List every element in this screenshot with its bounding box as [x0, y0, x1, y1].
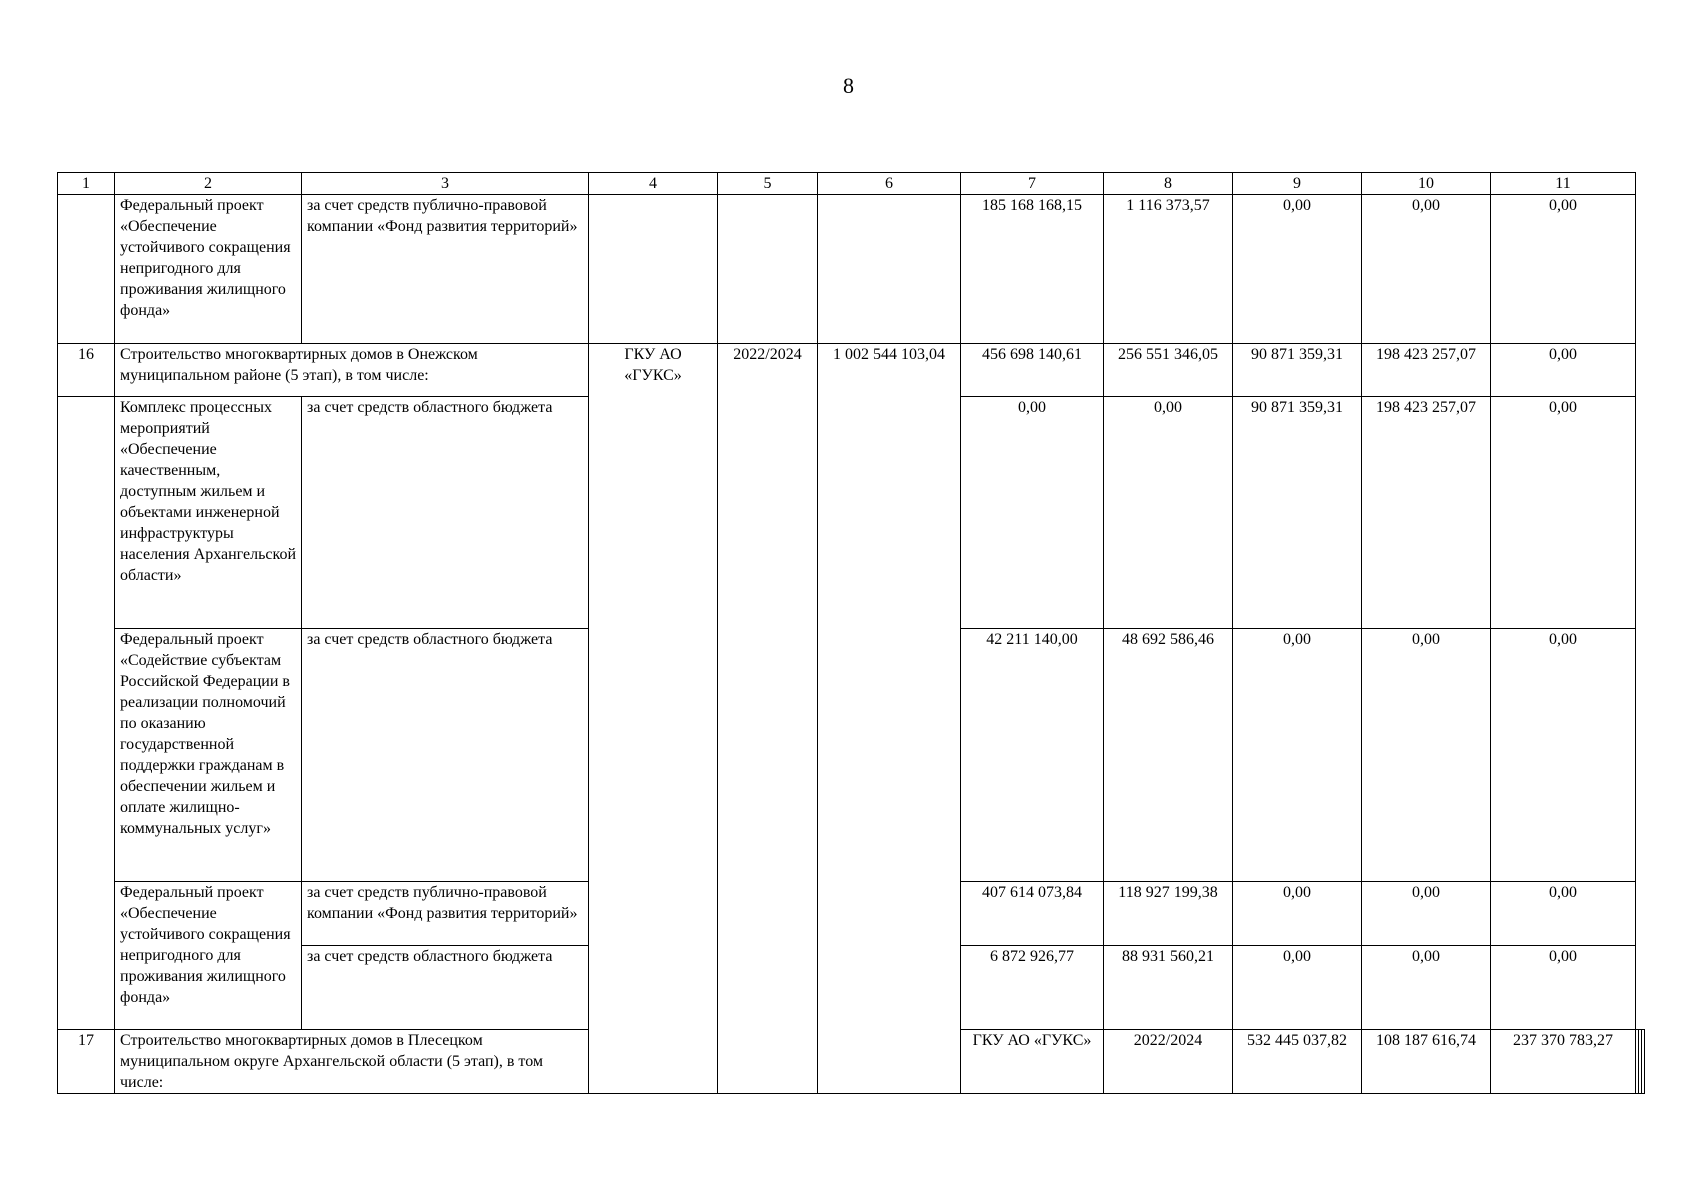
value-col11: 0,00: [1491, 882, 1636, 946]
page-number: 8: [843, 73, 854, 98]
value-col9: 0,00: [1233, 946, 1362, 1030]
value-col8: 1 116 373,57: [1104, 195, 1233, 344]
column-number: 7: [961, 173, 1104, 195]
funding-source-cell: за счет средств публично-правовой компании «Фонд развития территорий»: [302, 195, 589, 344]
value-col9: 0,00: [1233, 629, 1362, 882]
column-number: 2: [115, 173, 302, 195]
value-col10: 0,00: [1362, 882, 1491, 946]
value-col11: [1642, 1030, 1645, 1094]
value-col10: 0,00: [1362, 629, 1491, 882]
column-number: 8: [1104, 173, 1233, 195]
total-cell: 1 002 544 103,04: [818, 344, 961, 1094]
funding-source-cell: за счет средств областного бюджета: [302, 397, 589, 629]
object-title-cell: Строительство многоквартирных домов в Плесецком муниципальном округе Архангельской области (5 этап), в том числе:: [115, 1030, 589, 1094]
row-number-cell: [58, 397, 115, 1030]
total-cell: 532 445 037,82: [1233, 1030, 1362, 1094]
executor-cell: ГКУ АО «ГУКС»: [961, 1030, 1104, 1094]
column-number: 9: [1233, 173, 1362, 195]
row-number-cell: 16: [58, 344, 115, 397]
column-number: 1: [58, 173, 115, 195]
value-col7: 456 698 140,61: [961, 344, 1104, 397]
column-number: 5: [718, 173, 818, 195]
row-number-cell: 17: [58, 1030, 115, 1094]
funding-source-cell: за счет средств областного бюджета: [302, 946, 589, 1030]
value-col11: 0,00: [1491, 397, 1636, 629]
value-col11: 0,00: [1491, 946, 1636, 1030]
value-col11: 0,00: [1491, 629, 1636, 882]
column-number: 10: [1362, 173, 1491, 195]
value-col7: 407 614 073,84: [961, 882, 1104, 946]
column-number: 4: [589, 173, 718, 195]
value-col10: 0,00: [1362, 195, 1491, 344]
project-name-cell: Федеральный проект «Обеспечение устойчивого сокращения непригодного для проживания жилищного фонда»: [115, 195, 302, 344]
total-cell: [818, 195, 961, 344]
value-col7: 0,00: [961, 397, 1104, 629]
value-col8: 48 692 586,46: [1104, 629, 1233, 882]
value-col8: 237 370 783,27: [1491, 1030, 1636, 1094]
value-col7: 185 168 168,15: [961, 195, 1104, 344]
value-col8: 0,00: [1104, 397, 1233, 629]
value-col7: 6 872 926,77: [961, 946, 1104, 1030]
value-col11: 0,00: [1491, 344, 1636, 397]
value-col11: 0,00: [1491, 195, 1636, 344]
column-number: 11: [1491, 173, 1636, 195]
value-col7: 42 211 140,00: [961, 629, 1104, 882]
value-col7: 108 187 616,74: [1362, 1030, 1491, 1094]
project-name-cell: Федеральный проект «Обеспечение устойчивого сокращения непригодного для проживания жилищного фонда»: [115, 882, 302, 1030]
executor-cell: ГКУ АО «ГУКС»: [589, 344, 718, 1094]
value-col10: 198 423 257,07: [1362, 344, 1491, 397]
project-name-cell: Комплекс процессных мероприятий «Обеспечение качественным, доступным жильем и объектами инженерной инфраструктуры населения Архангельской области»: [115, 397, 302, 629]
row-number-cell: [58, 195, 115, 344]
executor-cell: [589, 195, 718, 344]
funding-source-cell: за счет средств публично-правовой компании «Фонд развития территорий»: [302, 882, 589, 946]
value-col9: 90 871 359,31: [1233, 344, 1362, 397]
value-col9: 0,00: [1233, 195, 1362, 344]
column-number: 3: [302, 173, 589, 195]
table-row: [58, 195, 1645, 344]
project-name-cell: Федеральный проект «Содействие субъектам Российской Федерации в реализации полномочий по оказанию государственной поддержки гражданам в обеспечении жильем и оплате жилищно-коммунальных услуг»: [115, 629, 302, 882]
column-number-row: [58, 173, 1645, 195]
column-number: 6: [818, 173, 961, 195]
period-cell: 2022/2024: [718, 344, 818, 1094]
table-row: [58, 344, 1645, 397]
budget-table: [57, 172, 1645, 1094]
period-cell: 2022/2024: [1104, 1030, 1233, 1094]
funding-source-cell: за счет средств областного бюджета: [302, 629, 589, 882]
period-cell: [718, 195, 818, 344]
value-col8: 118 927 199,38: [1104, 882, 1233, 946]
value-col10: 198 423 257,07: [1362, 397, 1491, 629]
value-col8: 256 551 346,05: [1104, 344, 1233, 397]
value-col9: 0,00: [1233, 882, 1362, 946]
value-col9: 90 871 359,31: [1233, 397, 1362, 629]
value-col8: 88 931 560,21: [1104, 946, 1233, 1030]
value-col10: 0,00: [1362, 946, 1491, 1030]
object-title-cell: Строительство многоквартирных домов в Онежском муниципальном районе (5 этап), в том числе:: [115, 344, 589, 397]
